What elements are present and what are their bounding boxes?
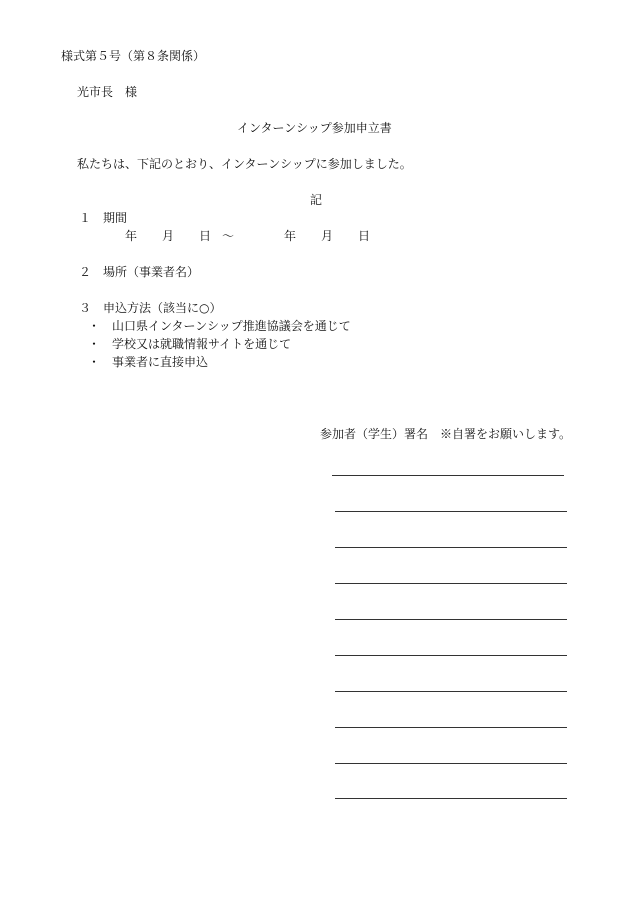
form-number: 様式第５号（第８条関係）	[61, 49, 206, 63]
signature-line[interactable]	[335, 798, 567, 799]
document-title: インターンシップ参加申立書	[237, 121, 392, 135]
period-label: １ 期間	[79, 211, 128, 225]
period-start-month: 月	[162, 229, 175, 243]
period-end-year: 年	[284, 229, 297, 243]
period-end-month: 月	[321, 229, 334, 243]
signature-label: 参加者（学生）署名 ※自署をお願いします。	[320, 427, 572, 441]
addressee: 光市長 様	[77, 85, 138, 99]
period-end-day: 日	[358, 229, 371, 243]
method-label: ３ 申込方法（該当に○）	[79, 301, 222, 315]
signature-line[interactable]	[332, 475, 564, 476]
signature-line[interactable]	[335, 547, 567, 548]
signature-line[interactable]	[335, 619, 567, 620]
signature-line[interactable]	[335, 691, 567, 692]
method-option: 山口県インターンシップ推進協議会を通じて	[112, 319, 351, 333]
signature-line[interactable]	[335, 763, 567, 764]
period-start-day: 日	[199, 229, 212, 243]
location-label: ２ 場所（事業者名）	[79, 265, 200, 279]
ki-heading: 記	[310, 193, 323, 207]
signature-line[interactable]	[335, 655, 567, 656]
signature-line[interactable]	[335, 727, 567, 728]
intro-text: 私たちは、下記のとおり、インターンシップに参加しました。	[77, 157, 412, 171]
period-tilde: ～	[222, 229, 235, 243]
signature-line[interactable]	[335, 511, 567, 512]
method-option-bullet: ・	[88, 337, 101, 351]
method-option-bullet: ・	[88, 319, 101, 333]
method-option: 事業者に直接申込	[112, 355, 209, 369]
signature-line[interactable]	[335, 583, 567, 584]
period-start-year: 年	[125, 229, 138, 243]
method-option-bullet: ・	[88, 355, 101, 369]
method-option: 学校又は就職情報サイトを通じて	[112, 337, 292, 351]
